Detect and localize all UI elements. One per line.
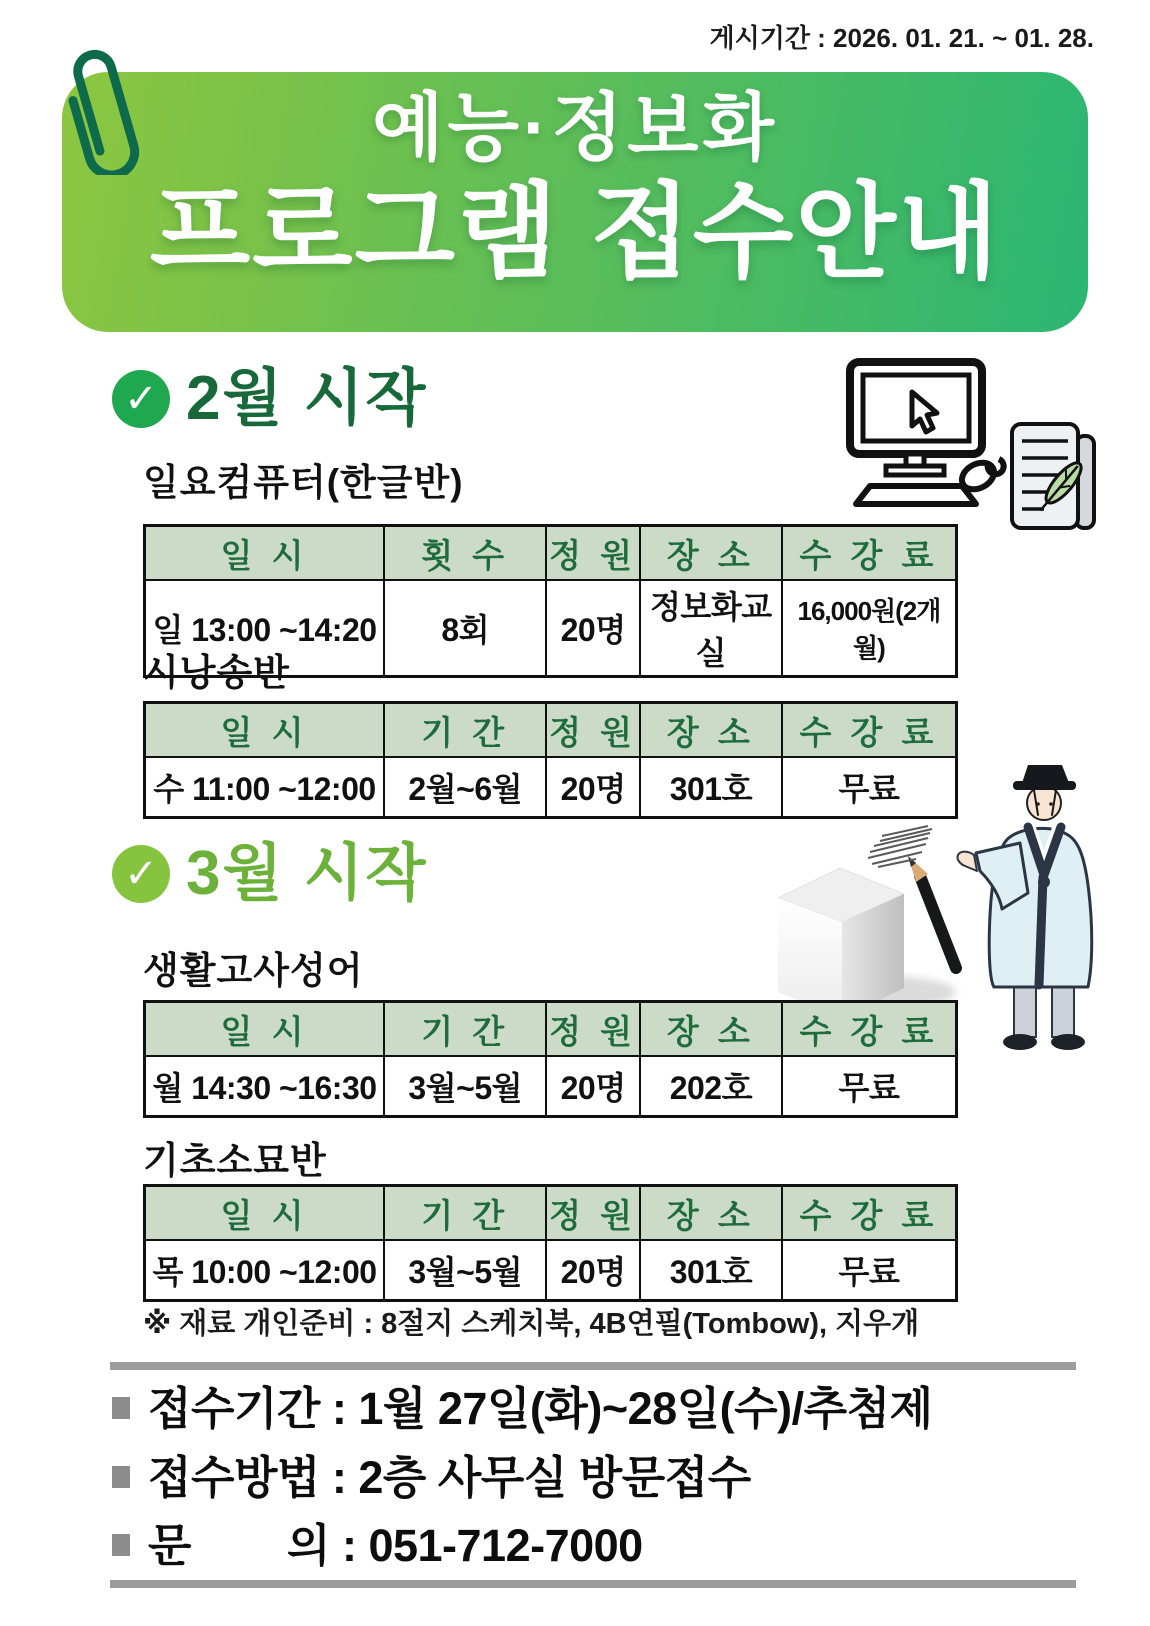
table-row <box>145 1240 957 1301</box>
col-header-place: 장 소 <box>640 703 782 758</box>
cell-datetime: 수 11:00 ~12:00 <box>145 757 385 818</box>
hatch-strokes <box>868 826 932 867</box>
footer-separator: : <box>319 1383 359 1434</box>
cube-icon <box>778 868 904 1018</box>
keyboard-icon <box>856 486 976 504</box>
cell-fee: 무료 <box>782 1240 957 1301</box>
cell-datetime: 일 13:00 ~14:20 <box>145 580 385 677</box>
section-mar-header <box>112 839 428 908</box>
computer-illustration <box>840 346 1100 538</box>
cell-period: 3월~5월 <box>384 1240 546 1301</box>
check-circle-icon: ✓ <box>112 845 170 903</box>
footer-value: 2층 사무실 방문접수 <box>358 1452 751 1503</box>
cell-capacity: 20명 <box>546 757 639 818</box>
section-feb-header <box>112 364 428 433</box>
check-circle-icon: ✓ <box>112 370 170 428</box>
square-bullet-icon <box>112 1534 130 1556</box>
col-header-fee: 수 강 료 <box>782 526 957 581</box>
col-header-capacity: 정 원 <box>546 1186 639 1241</box>
sash <box>1039 877 1043 985</box>
footer-value: 051-712-7000 <box>368 1520 643 1571</box>
col-header-datetime: 일 시 <box>145 1002 385 1057</box>
col-header-fee: 수 강 료 <box>782 703 957 758</box>
gat-hat <box>1013 765 1076 790</box>
col-header-place: 장 소 <box>640 526 782 581</box>
program-title-poetry-recital: 시낭송반 <box>143 652 290 693</box>
col-header-place: 장 소 <box>640 1186 782 1241</box>
footer-item-period <box>112 1384 933 1434</box>
cell-place: 202호 <box>640 1056 782 1117</box>
shoe-right <box>1051 1034 1085 1050</box>
cell-capacity: 20명 <box>546 1240 639 1301</box>
section-mar-title: 3월 시작 <box>186 839 428 908</box>
square-bullet-icon <box>112 1466 130 1488</box>
col-header-period: 기 간 <box>384 1002 546 1057</box>
program-table-idioms <box>143 1000 958 1118</box>
program-title-sunday-computer: 일요컴퓨터(한글반) <box>143 462 464 503</box>
program-title-idioms: 생활고사성어 <box>143 950 364 991</box>
footer-label: 접수기간 <box>148 1383 320 1434</box>
footer-item-method <box>112 1453 751 1503</box>
col-header-datetime: 일 시 <box>145 703 385 758</box>
col-header-capacity: 정 원 <box>546 1002 639 1057</box>
cube-pencil-illustration <box>740 822 970 1022</box>
banner-title-line2: 프로그램 접수안내 <box>149 175 1001 291</box>
col-header-count: 횟 수 <box>384 526 546 581</box>
pants-right <box>1052 987 1074 1037</box>
col-header-datetime: 일 시 <box>145 1186 385 1241</box>
table-row <box>145 757 957 818</box>
footer-label: 접수방법 <box>148 1452 320 1503</box>
cell-fee: 무료 <box>782 757 957 818</box>
cell-fee: 16,000원(2개월) <box>782 580 957 677</box>
program-table-poetry-recital <box>143 701 958 819</box>
pants-left <box>1014 987 1036 1037</box>
cell-place: 정보화교실 <box>640 580 782 677</box>
cell-place: 301호 <box>640 757 782 818</box>
document-quill-icon <box>1012 424 1094 528</box>
scholar-illustration <box>940 755 1115 1053</box>
shoe-left <box>1003 1034 1037 1050</box>
col-header-capacity: 정 원 <box>546 703 639 758</box>
col-header-fee: 수 강 료 <box>782 1186 957 1241</box>
program-table-basic-drawing <box>143 1184 958 1302</box>
col-header-datetime: 일 시 <box>145 526 385 581</box>
col-header-period: 기 간 <box>384 703 546 758</box>
sash-knot <box>1038 876 1050 888</box>
cell-capacity: 20명 <box>546 1056 639 1117</box>
hand <box>957 852 977 871</box>
title-banner <box>62 72 1088 332</box>
materials-note: ※ 재료 개인준비 : 8절지 스케치북, 4B연필(Tombow), 지우개 <box>143 1308 920 1340</box>
sleeve-extended <box>976 843 1028 909</box>
col-header-period: 기 간 <box>384 1186 546 1241</box>
paperclip-icon <box>58 40 153 175</box>
posting-period: 게시기간 : 2026. 01. 21. ~ 01. 28. <box>709 23 1094 53</box>
cell-count: 8회 <box>384 580 546 677</box>
cell-datetime: 목 10:00 ~12:00 <box>145 1240 385 1301</box>
section-feb-title: 2월 시작 <box>186 364 428 433</box>
cell-period: 3월~5월 <box>384 1056 546 1117</box>
cell-datetime: 월 14:30 ~16:30 <box>145 1056 385 1117</box>
banner-title-line1: 예능·정보화 <box>371 86 779 169</box>
col-header-fee: 수 강 료 <box>782 1002 957 1057</box>
footer-divider-bottom <box>110 1580 1076 1588</box>
square-bullet-icon <box>112 1397 130 1419</box>
cell-capacity: 20명 <box>546 580 639 677</box>
col-header-place: 장 소 <box>640 1002 782 1057</box>
col-header-capacity: 정 원 <box>546 526 639 581</box>
footer-separator: : <box>329 1520 369 1571</box>
footer-item-contact <box>112 1521 643 1571</box>
cell-fee: 무료 <box>782 1056 957 1117</box>
cell-period: 2월~6월 <box>384 757 546 818</box>
mouse-icon <box>957 457 1003 494</box>
footer-separator: : <box>319 1452 359 1503</box>
program-title-basic-drawing: 기초소묘반 <box>143 1140 327 1181</box>
footer-divider-top <box>110 1362 1076 1370</box>
cell-place: 301호 <box>640 1240 782 1301</box>
footer-label: 문 의 <box>148 1520 330 1571</box>
footer-value: 1월 27일(화)~28일(수)/추첨제 <box>358 1383 933 1434</box>
table-row <box>145 1056 957 1117</box>
